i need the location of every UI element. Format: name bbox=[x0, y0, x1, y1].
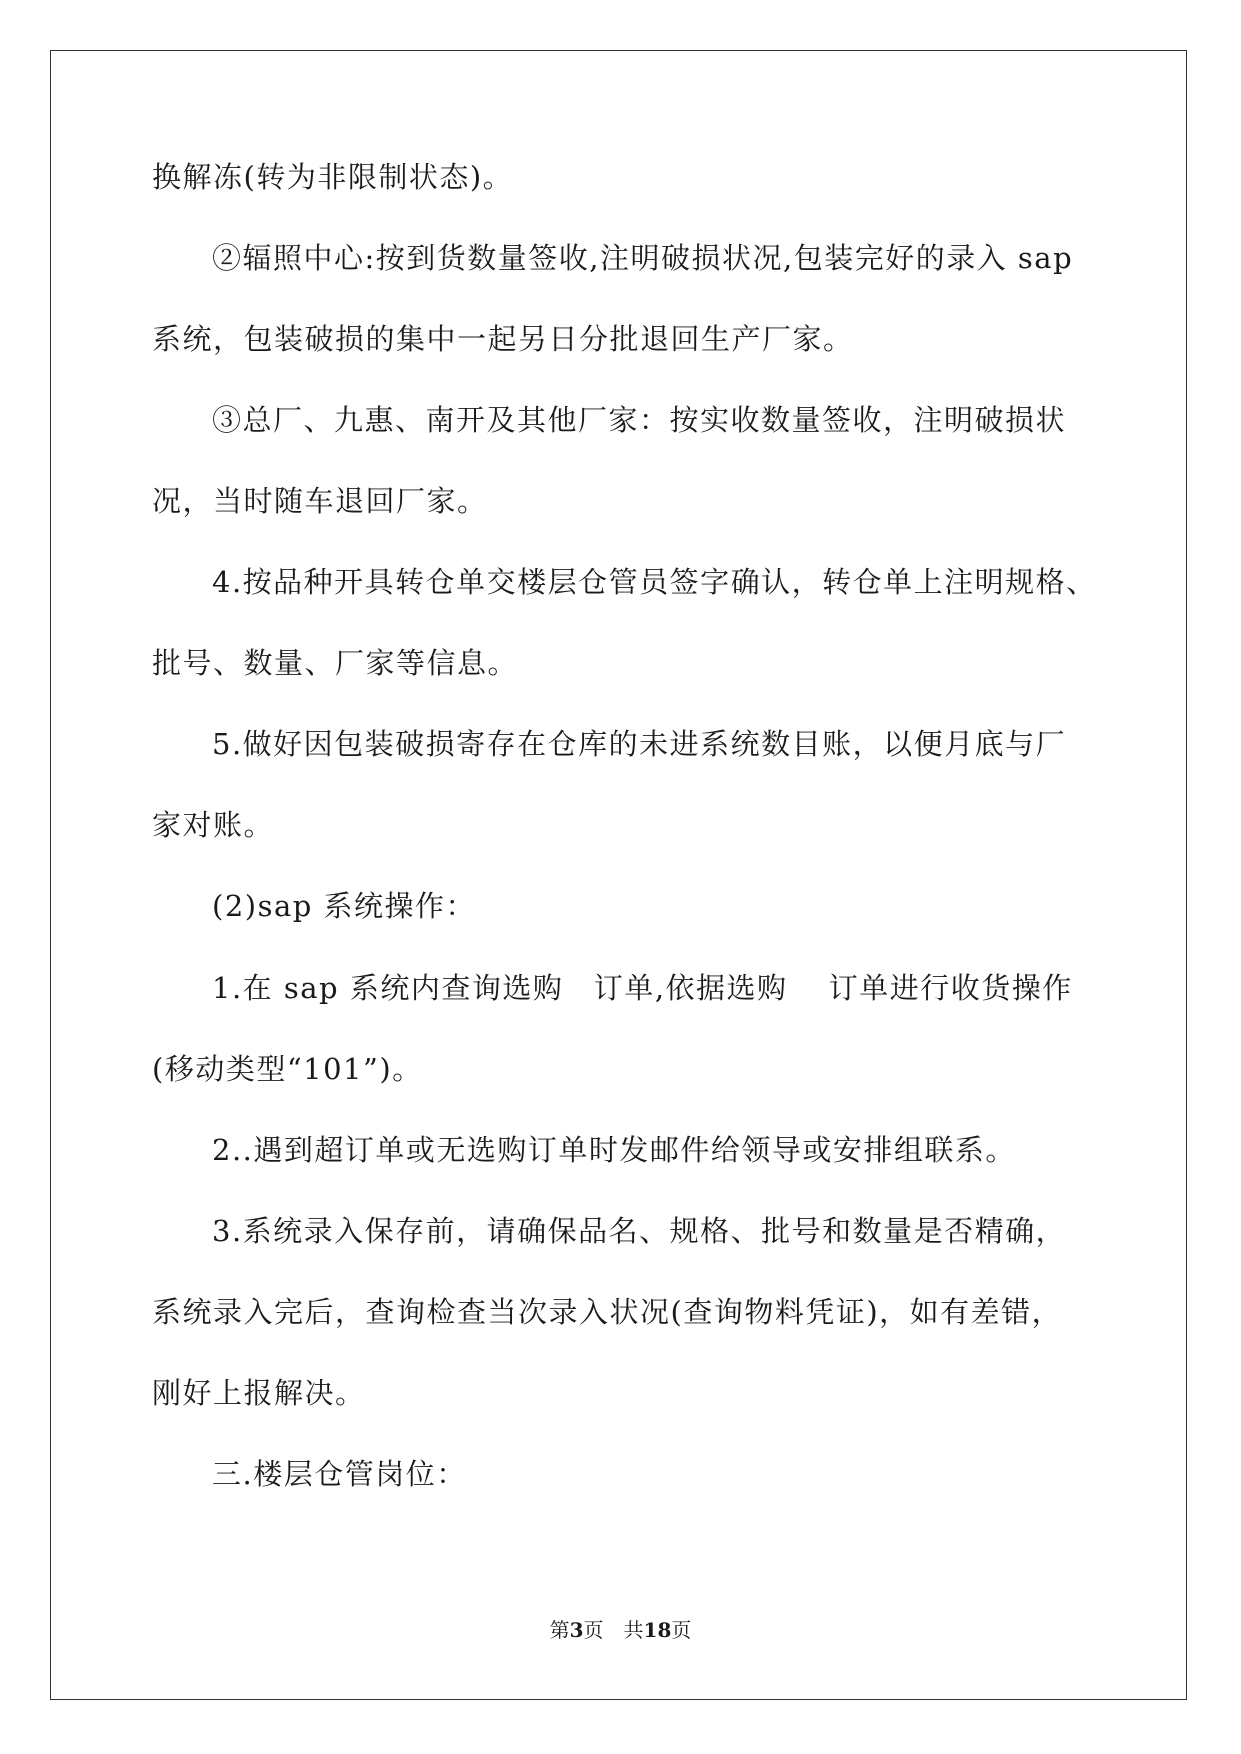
text-line: 1.在 sap 系统内查询选购 订单,依据选购 订单进行收货操作 bbox=[212, 971, 1073, 1005]
text-line: 况，当时随车退回厂家。 bbox=[152, 484, 488, 518]
text-line: 3.系统录入保存前，请确保品名、规格、批号和数量是否精确， bbox=[212, 1214, 1067, 1248]
page-border bbox=[50, 50, 1187, 1700]
text-line: ②辐照中心:按到货数量签收,注明破损状况,包装完好的录入 sap bbox=[212, 241, 1074, 275]
text-line: 家对账。 bbox=[152, 808, 275, 842]
section-heading: 三.楼层仓管岗位： bbox=[212, 1457, 467, 1491]
text-line: 刚好上报解决。 bbox=[152, 1376, 366, 1410]
footer-prefix: 第 bbox=[549, 1618, 570, 1642]
text-line: 批号、数量、厂家等信息。 bbox=[152, 646, 519, 680]
footer-total-pages: 18 bbox=[643, 1618, 672, 1642]
section-heading: (2)sap 系统操作： bbox=[212, 889, 477, 923]
text-line: 换解冻(转为非限制状态)。 bbox=[152, 160, 514, 194]
text-line: 2..遇到超订单或无选购订单时发邮件给领导或安排组联系。 bbox=[212, 1133, 1016, 1167]
text-line: 系统，包装破损的集中一起另日分批退回生产厂家。 bbox=[152, 322, 854, 356]
text-line: 系统录入完后，查询检查当次录入状况(查询物料凭证)，如有差错， bbox=[152, 1295, 1063, 1329]
text-line: 5.做好因包装破损寄存在仓库的未进系统数目账，以便月底与厂 bbox=[212, 727, 1067, 761]
footer-suffix: 页 bbox=[671, 1618, 692, 1642]
footer-middle: 页 共 bbox=[583, 1618, 644, 1642]
text-line: ③总厂、九惠、南开及其他厂家：按实收数量签收，注明破损状 bbox=[212, 403, 1067, 437]
footer-page-number: 3 bbox=[569, 1618, 584, 1642]
text-line: 4.按品种开具转仓单交楼层仓管员签字确认，转仓单上注明规格、 bbox=[212, 565, 1097, 599]
page-footer bbox=[0, 1616, 1241, 1644]
text-line: (移动类型“101”)。 bbox=[152, 1052, 423, 1086]
